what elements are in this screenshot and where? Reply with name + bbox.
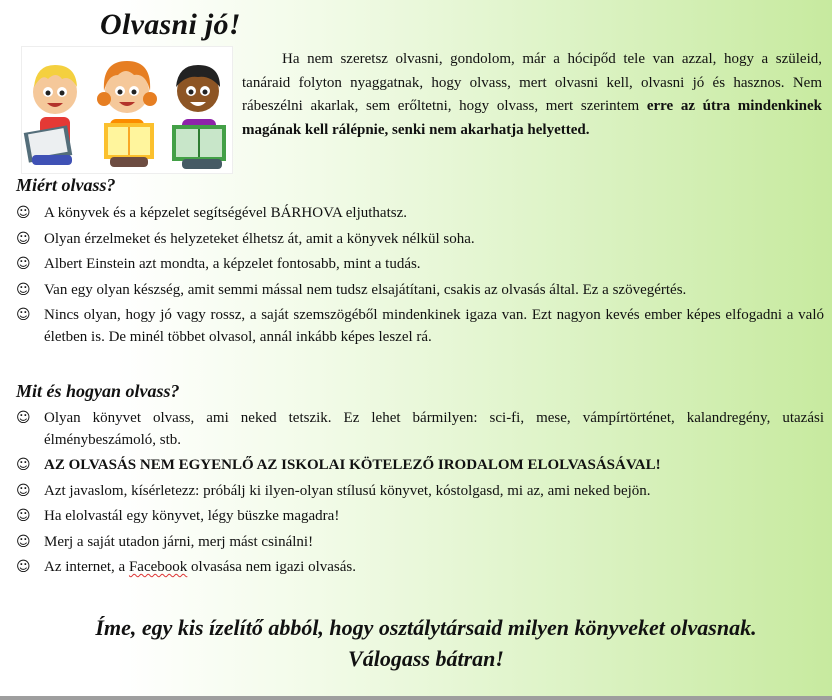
smiley-icon: ☺ bbox=[16, 482, 31, 499]
list-item-text: A könyvek és a képzelet segítségével BÁRHOVA eljuthatsz. bbox=[44, 205, 407, 221]
list-item-text: Van egy olyan készség, amit semmi mással nem tudsz elsajátítani, csakis az olvasás által. Ez a szövegértés. bbox=[44, 281, 687, 298]
section-heading-why: Miért olvass? bbox=[16, 175, 116, 195]
list-item bbox=[16, 203, 824, 225]
smiley-icon: ☺ bbox=[16, 281, 31, 298]
list-item-text: Azt javaslom, kísérletezz: próbálj ki ilyen-olyan stílusú könyvet, kóstolgasd, mi az, ami neked bejön. bbox=[44, 482, 651, 499]
smiley-icon: ☺ bbox=[16, 256, 31, 272]
smiley-icon: ☺ bbox=[16, 559, 31, 575]
list-item bbox=[16, 532, 824, 554]
list-item bbox=[16, 506, 824, 528]
list-item-text: Ha elolvastál egy könyvet, légy büszke magadra! bbox=[44, 508, 340, 524]
list-item bbox=[16, 481, 824, 503]
closing-line-2: Válogass bátran! bbox=[348, 646, 504, 671]
list-item-text: Nincs olyan, hogy jó vagy rossz, a saját szemszögéből mindenkinek igaza van. Ezt nagyon kevés ember képes elfogadni a való életben is. De minél többet olvasol, annál inkább képes leszel rá. bbox=[44, 307, 824, 345]
list-item bbox=[16, 305, 824, 348]
smiley-icon: ☺ bbox=[16, 508, 31, 524]
intro-paragraph bbox=[242, 48, 822, 142]
what-how-list bbox=[16, 408, 824, 583]
smiley-icon: ☺ bbox=[16, 307, 31, 323]
list-item-text: olvasása nem igazi olvasás. bbox=[187, 559, 356, 575]
why-list bbox=[16, 203, 824, 352]
smiley-icon: ☺ bbox=[16, 533, 31, 550]
children-reading-illustration bbox=[21, 46, 233, 174]
smiley-icon: ☺ bbox=[16, 410, 31, 426]
closing-line-1: Íme, egy kis ízelítő abból, hogy osztálytársaid milyen könyveket olvasnak. bbox=[95, 615, 757, 640]
list-item bbox=[16, 280, 824, 302]
list-item-text: Olyan könyvet olvass, ami neked tetszik. Ez lehet bármilyen: sci-fi, mese, vámpírtörténet, kalandregény, utazási élménybeszámoló, stb. bbox=[44, 410, 824, 448]
list-item bbox=[16, 408, 824, 451]
list-item-text: AZ OLVASÁS NEM EGYENLŐ AZ ISKOLAI KÖTELEZŐ IRODALOM ELOLVASÁSÁVAL! bbox=[44, 457, 661, 473]
section-heading-what-how: Mit és hogyan olvass? bbox=[16, 381, 180, 401]
smiley-icon: ☺ bbox=[16, 230, 31, 247]
children-reading-icon bbox=[22, 47, 232, 173]
list-item bbox=[16, 254, 824, 276]
list-item bbox=[16, 229, 824, 251]
list-item bbox=[16, 557, 824, 579]
facebook-word: Facebook bbox=[128, 559, 188, 575]
intro-text: Ha nem szeretsz olvasni, gondolom, már a hócipőd tele van azzal, hogy a szüleid, tanáraid folyton nyaggatnak, hogy olvass, mert olvasni kell, olvasni jó és hasznos. Nem rábeszélni akarlak, sem erőltetni, hogy olvass, mert szerintem bbox=[242, 51, 822, 114]
closing-text bbox=[20, 612, 832, 674]
intro-bold-text: erre az útra mindenkinek magának kell rálépnie, senki nem akarhatja helyetted. bbox=[242, 98, 822, 138]
list-item-text: Az internet, a bbox=[44, 559, 129, 575]
list-item bbox=[16, 455, 824, 477]
smiley-icon: ☺ bbox=[16, 457, 31, 473]
page-title: Olvasni jó! bbox=[100, 8, 241, 41]
list-item-text: Merj a saját utadon járni, merj mást csinálni! bbox=[44, 533, 314, 550]
smiley-icon: ☺ bbox=[16, 205, 31, 221]
bottom-divider bbox=[0, 696, 832, 700]
list-item-text: Albert Einstein azt mondta, a képzelet fontosabb, mint a tudás. bbox=[44, 256, 421, 272]
list-item-text: Olyan érzelmeket és helyzeteket élhetsz át, amit a könyvek nélkül soha. bbox=[44, 230, 475, 247]
